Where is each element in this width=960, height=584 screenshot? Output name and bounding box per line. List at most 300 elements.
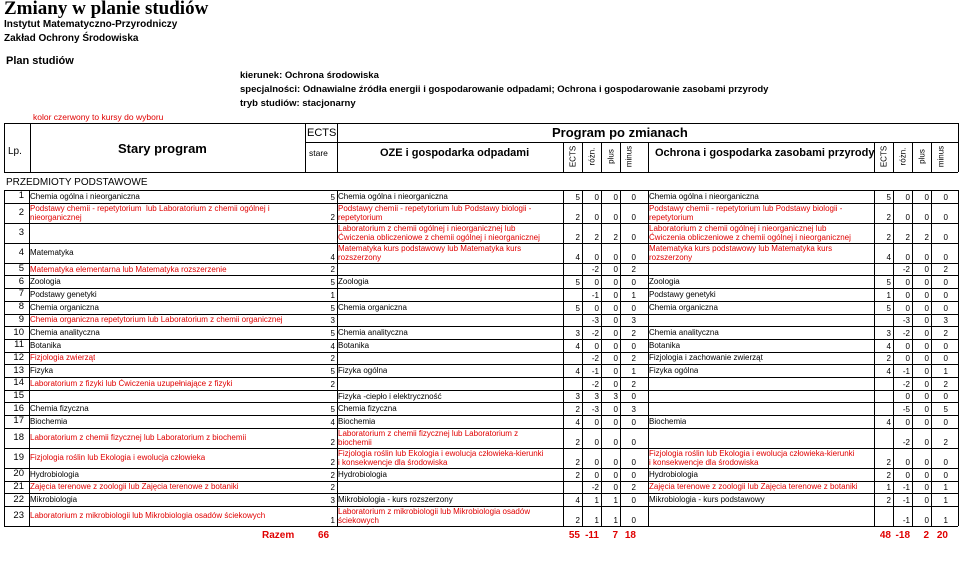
old-course: Botanika bbox=[30, 340, 62, 350]
ochrona-value: -2 bbox=[902, 328, 910, 338]
ochrona-course: Chemia analityczna bbox=[649, 328, 719, 338]
body-col-border bbox=[620, 190, 621, 526]
header-col-border bbox=[305, 123, 306, 172]
ochrona-ects-header: ECTS bbox=[879, 145, 888, 168]
ochrona-value: 1 bbox=[886, 290, 891, 300]
oze-value: 0 bbox=[594, 341, 599, 351]
ochrona-course: Zoologia bbox=[649, 277, 680, 287]
oze-value: 0 bbox=[613, 192, 618, 202]
oze-course: Fizyka ogólna bbox=[338, 366, 388, 376]
ochrona-course: Podstawy chemii - repetytorium lub Podstawy biologii - repetytorium bbox=[649, 203, 843, 222]
ochrona-course: Chemia ogólna i nieorganiczna bbox=[649, 191, 759, 201]
row-border bbox=[4, 377, 958, 378]
ochrona-value: 0 bbox=[924, 328, 929, 338]
header-sub-border bbox=[912, 142, 913, 172]
header-col-border bbox=[958, 123, 959, 172]
ochrona-value: 0 bbox=[924, 316, 929, 326]
row-border bbox=[4, 526, 958, 527]
ochrona-value: 0 bbox=[943, 232, 948, 242]
ochrona-value: 0 bbox=[943, 354, 948, 364]
oze-value: 0 bbox=[631, 303, 636, 313]
old-ects: 5 bbox=[330, 278, 335, 288]
oze-value: -2 bbox=[591, 265, 599, 275]
ochrona-value: 0 bbox=[943, 212, 948, 222]
body-col-border bbox=[582, 190, 583, 526]
oze-value: 4 bbox=[575, 417, 580, 427]
totals-oze-value: 7 bbox=[612, 529, 618, 541]
page-title: Zmiany w planie studiów bbox=[4, 0, 209, 19]
ochrona-value: 3 bbox=[943, 316, 948, 326]
old-ects: 5 bbox=[330, 192, 335, 202]
header-sub-border bbox=[563, 142, 564, 172]
oze-course: Laboratorium z chemii fizycznej lub Laboratorium z biochemii bbox=[338, 428, 519, 447]
oze-course: Biochemia bbox=[338, 416, 376, 426]
old-course: Zajęcia terenowe z zoologii lub Zajęcia terenowe z botaniki bbox=[30, 482, 239, 492]
row-number: 22 bbox=[13, 493, 24, 505]
ochrona-value: 0 bbox=[924, 417, 929, 427]
ochrona-value: 0 bbox=[924, 457, 929, 467]
oze-diff-header: różn. bbox=[587, 147, 596, 166]
ochrona-value: 0 bbox=[943, 417, 948, 427]
ochrona-value: 2 bbox=[886, 495, 891, 505]
old-course: Chemia analityczna bbox=[30, 328, 100, 338]
ochrona-value: 0 bbox=[943, 457, 948, 467]
oze-header: OZE i gospodarka odpadami bbox=[380, 147, 530, 159]
header-sub-border bbox=[893, 142, 894, 172]
oze-value: 0 bbox=[613, 303, 618, 313]
oze-value: 5 bbox=[575, 278, 580, 288]
old-ects: 2 bbox=[330, 457, 335, 467]
ochrona-value: -1 bbox=[902, 367, 910, 376]
oze-value: 2 bbox=[631, 265, 636, 275]
row-border bbox=[4, 339, 958, 340]
department-name: Zakład Ochrony Środowiska bbox=[4, 33, 139, 44]
header-sub-border bbox=[620, 142, 621, 172]
oze-value: 4 bbox=[575, 367, 580, 376]
row-border bbox=[4, 301, 958, 302]
totals-old-ects: 66 bbox=[318, 529, 330, 541]
section-title: PRZEDMIOTY PODSTAWOWE bbox=[6, 177, 148, 188]
ochrona-value: 2 bbox=[943, 379, 948, 389]
row-number: 5 bbox=[18, 263, 24, 275]
ochrona-value: 5 bbox=[886, 278, 891, 288]
ochrona-value: -1 bbox=[902, 483, 910, 493]
oze-value: 0 bbox=[613, 212, 618, 222]
legend-note: kolor czerwony to kursy do wyboru bbox=[33, 112, 164, 122]
ochrona-course: Chemia organiczna bbox=[649, 302, 718, 312]
field-of-study: kierunek: Ochrona środowiska bbox=[240, 70, 379, 81]
body-col-border bbox=[874, 190, 875, 526]
oze-value: -1 bbox=[591, 367, 599, 376]
oze-course: Chemia ogólna i nieorganiczna bbox=[338, 191, 448, 201]
oze-course: Laboratorium z chemii ogólnej i nieorganicznej lub Ćwiczenia obliczeniowe z chemii ogólnej i nieorganicznej bbox=[338, 223, 540, 242]
oze-value: 0 bbox=[594, 278, 599, 288]
ochrona-course: Hydrobiologia bbox=[649, 469, 698, 479]
old-ects: 2 bbox=[330, 265, 335, 275]
oze-value: 3 bbox=[631, 405, 636, 415]
ochrona-value: 0 bbox=[943, 470, 948, 480]
ochrona-value: 0 bbox=[905, 392, 910, 402]
oze-value: 3 bbox=[594, 392, 599, 402]
ochrona-value: -2 bbox=[902, 265, 910, 275]
oze-value: 3 bbox=[575, 328, 580, 338]
row-border bbox=[4, 275, 958, 276]
oze-value: 1 bbox=[594, 495, 599, 505]
oze-value: 0 bbox=[613, 252, 618, 262]
ochrona-course: Fizyka ogólna bbox=[649, 366, 699, 376]
ochrona-value: 2 bbox=[905, 232, 910, 242]
body-col-border bbox=[931, 190, 932, 526]
row-border bbox=[4, 314, 958, 315]
old-ects: 1 bbox=[330, 515, 335, 525]
ochrona-value: 1 bbox=[886, 483, 891, 493]
row-border bbox=[4, 493, 958, 494]
totals-oze-value: 18 bbox=[624, 529, 636, 541]
oze-value: 0 bbox=[631, 515, 636, 525]
old-ects: 1 bbox=[330, 290, 335, 300]
ochrona-value: 0 bbox=[905, 303, 910, 313]
old-ects: 2 bbox=[330, 437, 335, 447]
row-number: 7 bbox=[18, 288, 24, 300]
oze-value: 0 bbox=[594, 417, 599, 427]
ochrona-value: 2 bbox=[943, 328, 948, 338]
old-program-header: Stary program bbox=[118, 141, 207, 156]
ochrona-value: 0 bbox=[924, 470, 929, 480]
ochrona-value: 0 bbox=[943, 278, 948, 288]
oze-value: 2 bbox=[631, 354, 636, 364]
ochrona-value: -3 bbox=[902, 316, 910, 326]
oze-value: -2 bbox=[591, 354, 599, 364]
row-border bbox=[4, 288, 958, 289]
oze-value: 4 bbox=[575, 341, 580, 351]
oze-course: Chemia analityczna bbox=[338, 328, 408, 338]
oze-value: 0 bbox=[594, 192, 599, 202]
plan-label: Plan studiów bbox=[6, 55, 74, 67]
old-ects: 2 bbox=[330, 483, 335, 493]
row-border bbox=[4, 352, 958, 353]
oze-value: 4 bbox=[575, 252, 580, 262]
old-course: Chemia organiczna repetytorium lub Laboratorium z chemii organicznej bbox=[30, 315, 283, 325]
old-course: Biochemia bbox=[30, 416, 68, 426]
oze-value: 1 bbox=[613, 495, 618, 505]
oze-value: 0 bbox=[631, 495, 636, 505]
section-bottom-border bbox=[4, 190, 958, 191]
oze-value: -3 bbox=[591, 405, 599, 415]
old-course: Fizjologia roślin lub Ekologia i ewolucja człowieka bbox=[30, 453, 206, 463]
old-course: Matematyka bbox=[30, 248, 74, 258]
ochrona-value: 0 bbox=[924, 379, 929, 389]
row-number: 13 bbox=[13, 364, 24, 376]
oze-value: 2 bbox=[575, 437, 580, 447]
old-ects: 5 bbox=[330, 328, 335, 338]
ochrona-value: 0 bbox=[924, 354, 929, 364]
ochrona-value: 0 bbox=[905, 290, 910, 300]
lp-header: Lp. bbox=[8, 146, 22, 157]
old-ects: 2 bbox=[330, 212, 335, 222]
row-border bbox=[4, 415, 958, 416]
ochrona-value: 0 bbox=[924, 437, 929, 447]
header-col-border bbox=[30, 123, 31, 172]
row-number: 14 bbox=[13, 377, 24, 389]
ochrona-value: -1 bbox=[902, 495, 910, 505]
oze-value: 0 bbox=[631, 470, 636, 480]
ochrona-value: 2 bbox=[886, 354, 891, 364]
totals-oze-value: -11 bbox=[585, 529, 599, 541]
oze-plus-header: plus bbox=[606, 149, 615, 164]
old-ects: 3 bbox=[330, 316, 335, 326]
ochrona-value: 4 bbox=[886, 252, 891, 262]
ochrona-course: Biochemia bbox=[649, 416, 687, 426]
oze-value: 2 bbox=[613, 232, 618, 242]
oze-value: -2 bbox=[591, 328, 599, 338]
changes-header: Program po zmianach bbox=[552, 125, 688, 140]
oze-value: 0 bbox=[613, 379, 618, 389]
ochrona-value: 0 bbox=[943, 392, 948, 402]
row-number: 16 bbox=[13, 402, 24, 414]
totals-ochrona-value: -18 bbox=[895, 529, 910, 541]
study-mode: tryb studiów: stacjonarny bbox=[240, 98, 356, 109]
oze-value: 2 bbox=[594, 232, 599, 242]
ochrona-value: 1 bbox=[943, 483, 948, 493]
ects-divider bbox=[305, 142, 337, 143]
row-number: 3 bbox=[18, 226, 24, 238]
ochrona-value: -5 bbox=[902, 405, 910, 415]
old-course: Fizjologia zwierząt bbox=[30, 353, 96, 363]
ochrona-value: 0 bbox=[905, 341, 910, 351]
ochrona-value: 0 bbox=[924, 483, 929, 493]
ochrona-course: Laboratorium z chemii ogólnej i nieorganicznej lub Ćwiczenia obliczeniowe z chemii ogólnej i nieorganicznej bbox=[649, 223, 851, 242]
ochrona-value: 0 bbox=[943, 303, 948, 313]
ochrona-value: 0 bbox=[924, 341, 929, 351]
ochrona-value: 0 bbox=[924, 367, 929, 376]
ochrona-course: Fizjologia i zachowanie zwierząt bbox=[649, 353, 763, 363]
ochrona-value: 0 bbox=[905, 417, 910, 427]
oze-value: 2 bbox=[631, 328, 636, 338]
row-border bbox=[4, 263, 958, 264]
ochrona-value: 0 bbox=[905, 278, 910, 288]
old-course: Matematyka elementarna lub Matematyka rozszerzenie bbox=[30, 264, 227, 274]
oze-course: Zoologia bbox=[338, 277, 369, 287]
ochrona-course: Podstawy genetyki bbox=[649, 289, 716, 299]
totals-ochrona-value: 20 bbox=[936, 529, 948, 541]
body-col-border bbox=[337, 190, 338, 526]
header-top-border bbox=[4, 123, 958, 124]
oze-value: 0 bbox=[613, 290, 618, 300]
totals-ochrona-value: 2 bbox=[923, 529, 929, 541]
old-course: Zoologia bbox=[30, 277, 61, 287]
oze-minus-header: minus bbox=[624, 145, 634, 168]
ochrona-value: 4 bbox=[886, 341, 891, 351]
oze-value: 0 bbox=[631, 212, 636, 222]
row-number: 9 bbox=[18, 313, 24, 325]
old-ects: 5 bbox=[330, 367, 335, 376]
oze-value: 0 bbox=[631, 192, 636, 202]
row-number: 19 bbox=[13, 451, 24, 463]
row-border bbox=[4, 481, 958, 482]
oze-value: -1 bbox=[591, 290, 599, 300]
row-number: 10 bbox=[13, 326, 24, 338]
ochrona-value: 4 bbox=[886, 417, 891, 427]
oze-value: 0 bbox=[613, 405, 618, 415]
ochrona-value: 0 bbox=[905, 470, 910, 480]
ochrona-value: 2 bbox=[924, 232, 929, 242]
row-number: 21 bbox=[13, 480, 24, 492]
old-ects: 4 bbox=[330, 252, 335, 262]
ochrona-course: Zajęcia terenowe z zoologii lub Zajęcia terenowe z botaniki bbox=[649, 482, 858, 492]
oze-course: Chemia fizyczna bbox=[338, 404, 397, 414]
ochrona-minus-header: minus bbox=[936, 145, 945, 168]
oze-value: -2 bbox=[591, 483, 599, 493]
oze-value: 4 bbox=[575, 495, 580, 505]
oze-value: 3 bbox=[613, 392, 618, 402]
institute-name: Instytut Matematyczno-Przyrodniczy bbox=[4, 19, 178, 30]
old-course: Chemia fizyczna bbox=[30, 404, 89, 414]
oze-value: 0 bbox=[613, 341, 618, 351]
oze-value: 0 bbox=[594, 437, 599, 447]
ochrona-value: 2 bbox=[943, 437, 948, 447]
body-col-border bbox=[893, 190, 894, 526]
header-bottom-border bbox=[4, 172, 958, 173]
oze-course: Laboratorium z mikrobiologii lub Mikrobiologia osadów ściekowych bbox=[338, 506, 531, 525]
oze-value: 2 bbox=[575, 405, 580, 415]
row-number: 17 bbox=[13, 415, 24, 427]
ochrona-value: 2 bbox=[886, 470, 891, 480]
oze-value: 0 bbox=[594, 457, 599, 467]
oze-value: 0 bbox=[594, 252, 599, 262]
ochrona-value: 0 bbox=[924, 252, 929, 262]
ochrona-value: 5 bbox=[886, 303, 891, 313]
row-border bbox=[4, 390, 958, 391]
ochrona-value: 5 bbox=[943, 405, 948, 415]
ochrona-value: 0 bbox=[924, 192, 929, 202]
oze-course: Fizjologia roślin lub Ekologia i ewolucja człowieka-kierunki i konsekwencje dla środowiska bbox=[338, 448, 544, 467]
old-course: Laboratorium z chemii fizycznej lub Laboratorium z biochemii bbox=[30, 433, 247, 443]
oze-value: 0 bbox=[631, 457, 636, 467]
row-border bbox=[4, 364, 958, 365]
oze-value: 0 bbox=[594, 470, 599, 480]
oze-value: -2 bbox=[591, 379, 599, 389]
old-ects: 4 bbox=[330, 341, 335, 351]
body-col-border bbox=[648, 190, 649, 526]
ochrona-diff-header: różn. bbox=[898, 147, 907, 166]
oze-value: 5 bbox=[575, 192, 580, 202]
old-course: Chemia organiczna bbox=[30, 302, 99, 312]
row-number: 23 bbox=[13, 509, 24, 521]
ochrona-value: 0 bbox=[924, 405, 929, 415]
old-course: Hydrobiologia bbox=[30, 469, 79, 479]
oze-course: Fizyka -ciepło i elektryczność bbox=[338, 391, 442, 401]
ochrona-value: 0 bbox=[924, 278, 929, 288]
ochrona-value: -2 bbox=[902, 379, 910, 389]
ochrona-value: 0 bbox=[924, 265, 929, 275]
ochrona-value: 0 bbox=[943, 252, 948, 262]
oze-value: 0 bbox=[613, 437, 618, 447]
oze-value: 0 bbox=[631, 278, 636, 288]
totals-ochrona-value: 48 bbox=[879, 529, 891, 541]
ochrona-course: Mikrobiologia - kurs podstawowy bbox=[649, 495, 765, 505]
oze-course: Matematyka kurs podstawowy lub Matematyka kurs rozszerzony bbox=[338, 243, 522, 262]
body-col-border bbox=[601, 190, 602, 526]
ochrona-value: 0 bbox=[924, 495, 929, 505]
ochrona-value: 4 bbox=[886, 367, 891, 376]
oze-value: 1 bbox=[613, 515, 618, 525]
oze-value: 0 bbox=[613, 483, 618, 493]
oze-value: 1 bbox=[631, 367, 636, 376]
oze-value: 0 bbox=[613, 470, 618, 480]
oze-course: Chemia organiczna bbox=[338, 302, 407, 312]
ochrona-value: 0 bbox=[905, 354, 910, 364]
old-ects: 4 bbox=[330, 417, 335, 427]
oze-value: 5 bbox=[575, 303, 580, 313]
header-col-border bbox=[337, 123, 338, 172]
oze-value: 1 bbox=[631, 290, 636, 300]
oze-value: 0 bbox=[613, 328, 618, 338]
body-col-border bbox=[4, 190, 5, 526]
old-ects: 2 bbox=[330, 354, 335, 364]
old-course: Laboratorium z mikrobiologii lub Mikrobiologia osadów ściekowych bbox=[30, 511, 266, 521]
oze-value: 0 bbox=[631, 392, 636, 402]
ochrona-value: 0 bbox=[924, 290, 929, 300]
ochrona-value: 2 bbox=[886, 212, 891, 222]
oze-value: 2 bbox=[575, 457, 580, 467]
oze-course: Botanika bbox=[338, 340, 370, 350]
row-border bbox=[4, 468, 958, 469]
old-course: Podstawy chemii - repetytorium lub Laboratorium z chemii ogólnej i nieorganicznej bbox=[30, 203, 270, 222]
oze-value: 0 bbox=[631, 417, 636, 427]
old-ects: 3 bbox=[330, 495, 335, 505]
stare-header: stare bbox=[309, 148, 328, 158]
oze-value: 3 bbox=[575, 392, 580, 402]
oze-value: 0 bbox=[613, 457, 618, 467]
old-ects: 5 bbox=[330, 303, 335, 313]
old-ects: 2 bbox=[330, 379, 335, 389]
oze-value: 0 bbox=[631, 341, 636, 351]
ochrona-value: 0 bbox=[905, 192, 910, 202]
row-number: 12 bbox=[13, 351, 24, 363]
oze-value: 0 bbox=[613, 265, 618, 275]
ochrona-value: 0 bbox=[943, 341, 948, 351]
oze-value: 2 bbox=[631, 379, 636, 389]
ochrona-value: 3 bbox=[886, 328, 891, 338]
body-col-border bbox=[958, 190, 959, 526]
old-ects: 5 bbox=[330, 405, 335, 415]
ochrona-value: -2 bbox=[902, 437, 910, 447]
oze-value: 2 bbox=[575, 212, 580, 222]
oze-course: Mikrobiologia - kurs rozszerzony bbox=[338, 495, 453, 505]
oze-value: 0 bbox=[613, 367, 618, 376]
body-col-border bbox=[563, 190, 564, 526]
ochrona-header: Ochrona i gospodarka zasobami przyrody bbox=[655, 147, 875, 159]
ochrona-value: 0 bbox=[943, 192, 948, 202]
ochrona-value: 2 bbox=[943, 265, 948, 275]
header-col-border bbox=[4, 123, 5, 172]
oze-value: 2 bbox=[575, 232, 580, 242]
row-border bbox=[4, 326, 958, 327]
old-course: Podstawy genetyki bbox=[30, 289, 97, 299]
ochrona-value: 1 bbox=[943, 495, 948, 505]
ochrona-value: 1 bbox=[943, 367, 948, 376]
ochrona-course: Fizjologia roślin lub Ekologia i ewolucja człowieka-kierunki i konsekwencje dla środowiska bbox=[649, 448, 855, 467]
ochrona-course: Matematyka kurs podstawowy lub Matematyka kurs rozszerzony bbox=[649, 243, 833, 262]
oze-value: -3 bbox=[591, 316, 599, 326]
header-sub-border bbox=[648, 142, 649, 172]
oze-value: 2 bbox=[631, 483, 636, 493]
oze-value: 0 bbox=[613, 354, 618, 364]
oze-value: 3 bbox=[631, 316, 636, 326]
row-number: 2 bbox=[18, 206, 24, 218]
ochrona-value: 0 bbox=[924, 392, 929, 402]
ochrona-value: 2 bbox=[886, 457, 891, 467]
